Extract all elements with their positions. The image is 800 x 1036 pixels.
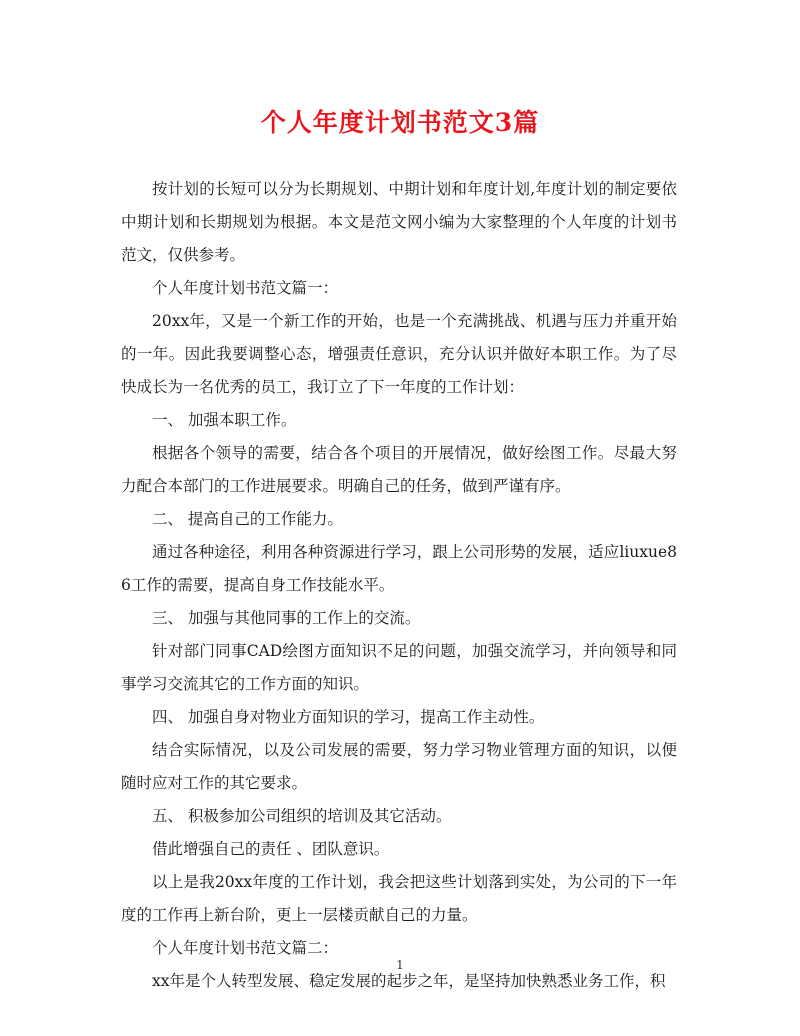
document-body bbox=[121, 173, 677, 998]
intro-paragraph: 按计划的长短可以分为长期规划、中期计划和年度计划,年度计划的制定要依中期计划和长期规划为根据。本文是范文网小编为大家整理的个人年度的计划书范文，仅供参考。 bbox=[121, 180, 677, 264]
body-paragraph: 借此增强自己的责任 、团队意识。 bbox=[152, 840, 390, 858]
page-number: 1 bbox=[396, 958, 404, 972]
list-heading-5: 五、 积极参加公司组织的培训及其它活动。 bbox=[152, 807, 452, 825]
list-heading-3: 三、 加强与其他同事的工作上的交流。 bbox=[152, 609, 421, 627]
body-paragraph: 结合实际情况，以及公司发展的需要，努力学习物业管理方面的知识，以便随时应对工作的其它要求。 bbox=[121, 741, 677, 792]
list-heading-4: 四、 加强自身对物业方面知识的学习，提高工作主动性。 bbox=[152, 708, 545, 726]
body-paragraph: 根据各个领导的需要，结合各个项目的开展情况，做好绘图工作。尽最大努力配合本部门的工作进展要求。明确自己的任务，做到严谨有序。 bbox=[121, 444, 677, 495]
list-heading-1: 一、 加强本职工作。 bbox=[152, 411, 297, 429]
list-heading-2: 二、 提高自己的工作能力。 bbox=[152, 510, 343, 528]
section-heading-one: 个人年度计划书范文篇一： bbox=[152, 279, 339, 297]
document-title: 个人年度计划书范文3篇 bbox=[260, 108, 540, 137]
body-paragraph: 以上是我20xx年度的工作计划，我会把这些计划落到实处，为公司的下一年度的工作再上新台阶，更上一层楼贡献自己的力量。 bbox=[121, 873, 677, 924]
body-paragraph: 20xx年，又是一个新工作的开始，也是一个充满挑战、机遇与压力并重开始的一年。因此我要调整心态，增强责任意识，充分认识并做好本职工作。为了尽快成长为一名优秀的员工，我订立了下一年度的工作计划： bbox=[121, 312, 677, 396]
section-heading-two: 个人年度计划书范文篇二： bbox=[152, 939, 339, 957]
body-paragraph: xx年是个人转型发展、稳定发展的起步之年，是坚持加快熟悉业务工作，积 bbox=[152, 972, 666, 990]
body-paragraph: 针对部门同事CAD绘图方面知识不足的问题，加强交流学习，并向领导和同事学习交流其它的工作方面的知识。 bbox=[121, 642, 677, 693]
body-paragraph: 通过各种途径，利用各种资源进行学习，跟上公司形势的发展，适应liuxue86工作的需要，提高自身工作技能水平。 bbox=[121, 543, 677, 594]
